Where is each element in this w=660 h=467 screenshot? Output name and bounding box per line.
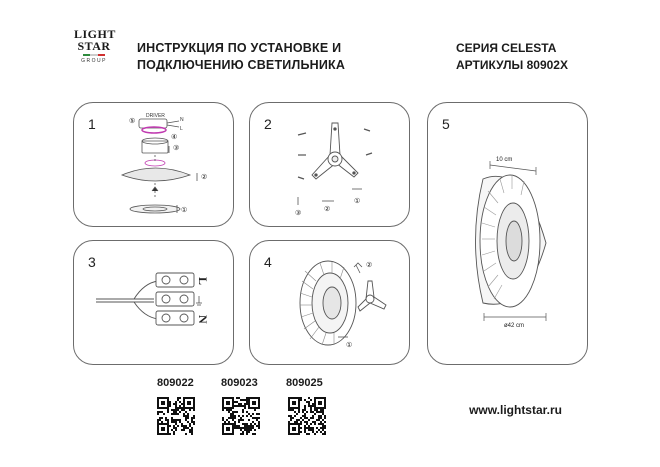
step-number: 1: [88, 116, 96, 132]
article-809022: 809022: [157, 377, 194, 389]
step-panel-3: [73, 240, 234, 365]
svg-text:N: N: [180, 117, 184, 123]
svg-text:②: ②: [366, 262, 373, 269]
svg-text:①: ①: [354, 198, 361, 205]
logo-line2: STAR: [77, 39, 111, 53]
article-809023: 809023: [221, 377, 258, 389]
driver-label: DRIVER: [146, 113, 165, 119]
qr-code-809025[interactable]: [288, 397, 326, 435]
title-line2: ПОДКЛЮЧЕНИЮ СВЕТИЛЬНИКА: [137, 58, 346, 72]
step3-illustration: [74, 241, 235, 366]
svg-text:10 cm: 10 cm: [496, 157, 513, 163]
svg-text:N: N: [196, 315, 210, 324]
brand-logo: [74, 28, 114, 64]
document-title: [137, 40, 345, 74]
series-info: [456, 40, 568, 74]
svg-text:②: ②: [324, 206, 331, 213]
step5-illustration: [428, 103, 589, 366]
svg-text:⑤: ⑤: [129, 118, 136, 125]
svg-text:L: L: [180, 126, 183, 132]
svg-text:①: ①: [181, 207, 188, 214]
step-number: 3: [88, 254, 96, 270]
qr-code-809023[interactable]: [222, 397, 260, 435]
article-range: АРТИКУЛЫ 80902X: [456, 58, 568, 72]
series-name: СЕРИЯ CELESTA: [456, 41, 557, 55]
logo-line3: GROUP: [81, 58, 107, 64]
website-link[interactable]: www.lightstar.ru: [469, 403, 562, 417]
svg-text:④: ④: [171, 134, 178, 141]
step1-illustration: [74, 103, 235, 228]
step-panel-1: [73, 102, 234, 227]
step-number: 5: [442, 116, 450, 132]
logo-line1: LIGHT: [74, 27, 116, 41]
svg-text:③: ③: [295, 210, 302, 217]
step4-illustration: [250, 241, 411, 366]
step-number: 2: [264, 116, 272, 132]
step-panel-2: [249, 102, 410, 227]
article-809025: 809025: [286, 377, 323, 389]
svg-text:②: ②: [201, 174, 208, 181]
svg-text:③: ③: [173, 145, 180, 152]
qr-code-809022[interactable]: [157, 397, 195, 435]
svg-text:L: L: [196, 277, 210, 286]
step2-illustration: [250, 103, 411, 228]
svg-text:ø42 cm: ø42 cm: [504, 323, 525, 329]
step-number: 4: [264, 254, 272, 270]
step-panel-4: [249, 240, 410, 365]
step-panel-5: [427, 102, 588, 365]
title-line1: ИНСТРУКЦИЯ ПО УСТАНОВКЕ И: [137, 41, 342, 55]
logo-flag: [83, 54, 105, 56]
svg-text:①: ①: [346, 342, 353, 349]
